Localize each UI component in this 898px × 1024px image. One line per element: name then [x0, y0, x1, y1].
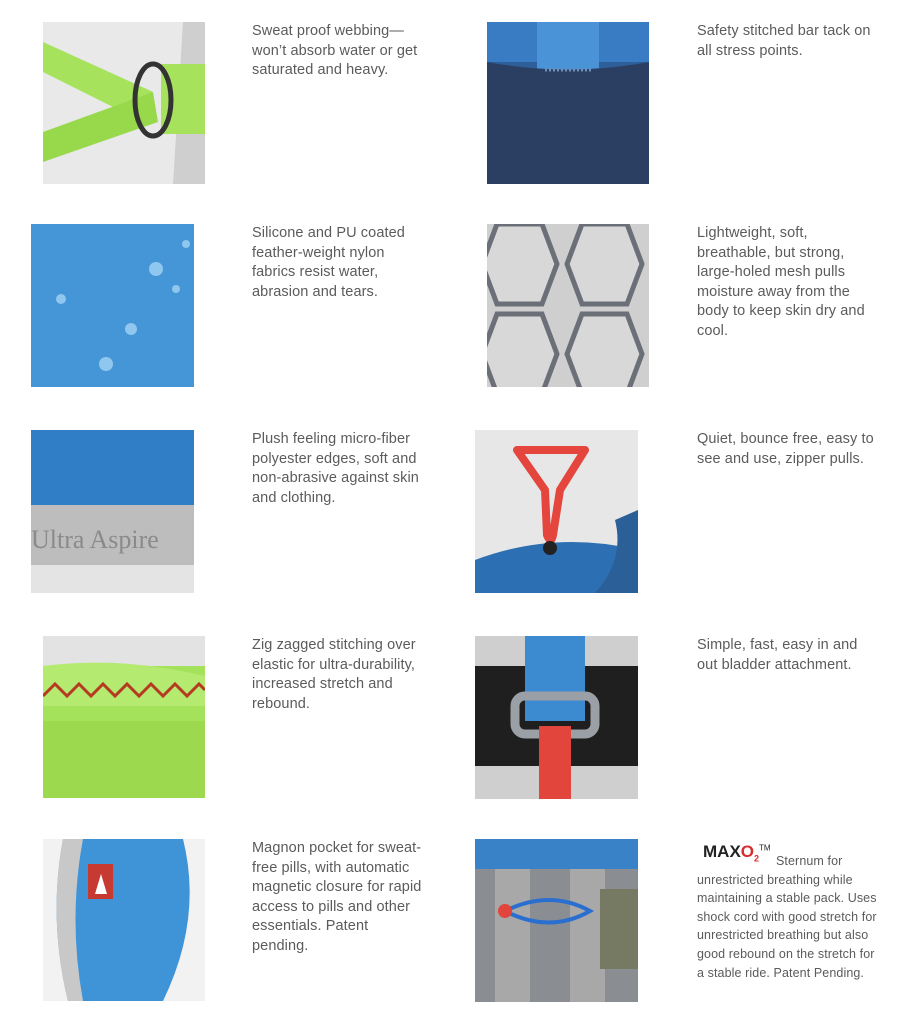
logo-sub: 2	[754, 853, 760, 864]
zipper-pull-image	[475, 430, 638, 593]
microfiber-print-text: Ultra Aspire	[31, 525, 159, 554]
feature-text-5: Plush feeling micro-fiber polyester edges, soft and non-abrasive against skin and clothing.	[252, 431, 419, 506]
zigzag-stitch-image	[43, 636, 205, 798]
feature-text-1: Sweat proof webbing—won’t absorb water or get saturated and heavy.	[252, 23, 418, 79]
feature-text-2: Safety stitched bar tack on all stress points.	[697, 23, 871, 59]
magnon-pocket-image	[43, 839, 205, 1001]
mesh-image	[487, 224, 649, 387]
webbing-ring-image	[43, 22, 205, 184]
feature-text-3: Silicone and PU coated feather-weight nylon fabrics resist water, abrasion and tears.	[252, 225, 405, 300]
microfiber-edge-image	[31, 430, 194, 593]
nylon-fabric-image	[31, 224, 194, 387]
feature-text-6: Quiet, bounce free, easy to see and use, zipper pulls.	[697, 431, 874, 467]
sternum-strap-image	[475, 839, 638, 1002]
bladder-attachment-image	[475, 636, 638, 799]
logo-o: O	[740, 842, 755, 861]
feature-text-8: Simple, fast, easy in and out bladder attachment.	[697, 637, 858, 673]
logo-tm: TM	[759, 843, 771, 853]
feature-text-7: Zig zagged stitching over elastic for ultra-durability, increased stretch and rebound.	[252, 637, 416, 712]
feature-text-10: Sternum for unrestricted breathing while maintaining a stable pack. Uses shock cord with good stretch for unrestricted breathing but also good rebound on the stretch for a stable ride. Patent Pending.	[697, 854, 877, 980]
feature-text-4: Lightweight, soft, breathable, but strong, large-holed mesh pulls moisture away from the body to keep skin dry and cool.	[697, 225, 865, 339]
feature-text-9: Magnon pocket for sweat-free pills, with automatic magnetic closure for rapid access to pills and other essentials. Patent pending.	[252, 840, 422, 954]
bar-tack-image	[487, 22, 649, 184]
logo-max: MAX	[703, 842, 741, 861]
